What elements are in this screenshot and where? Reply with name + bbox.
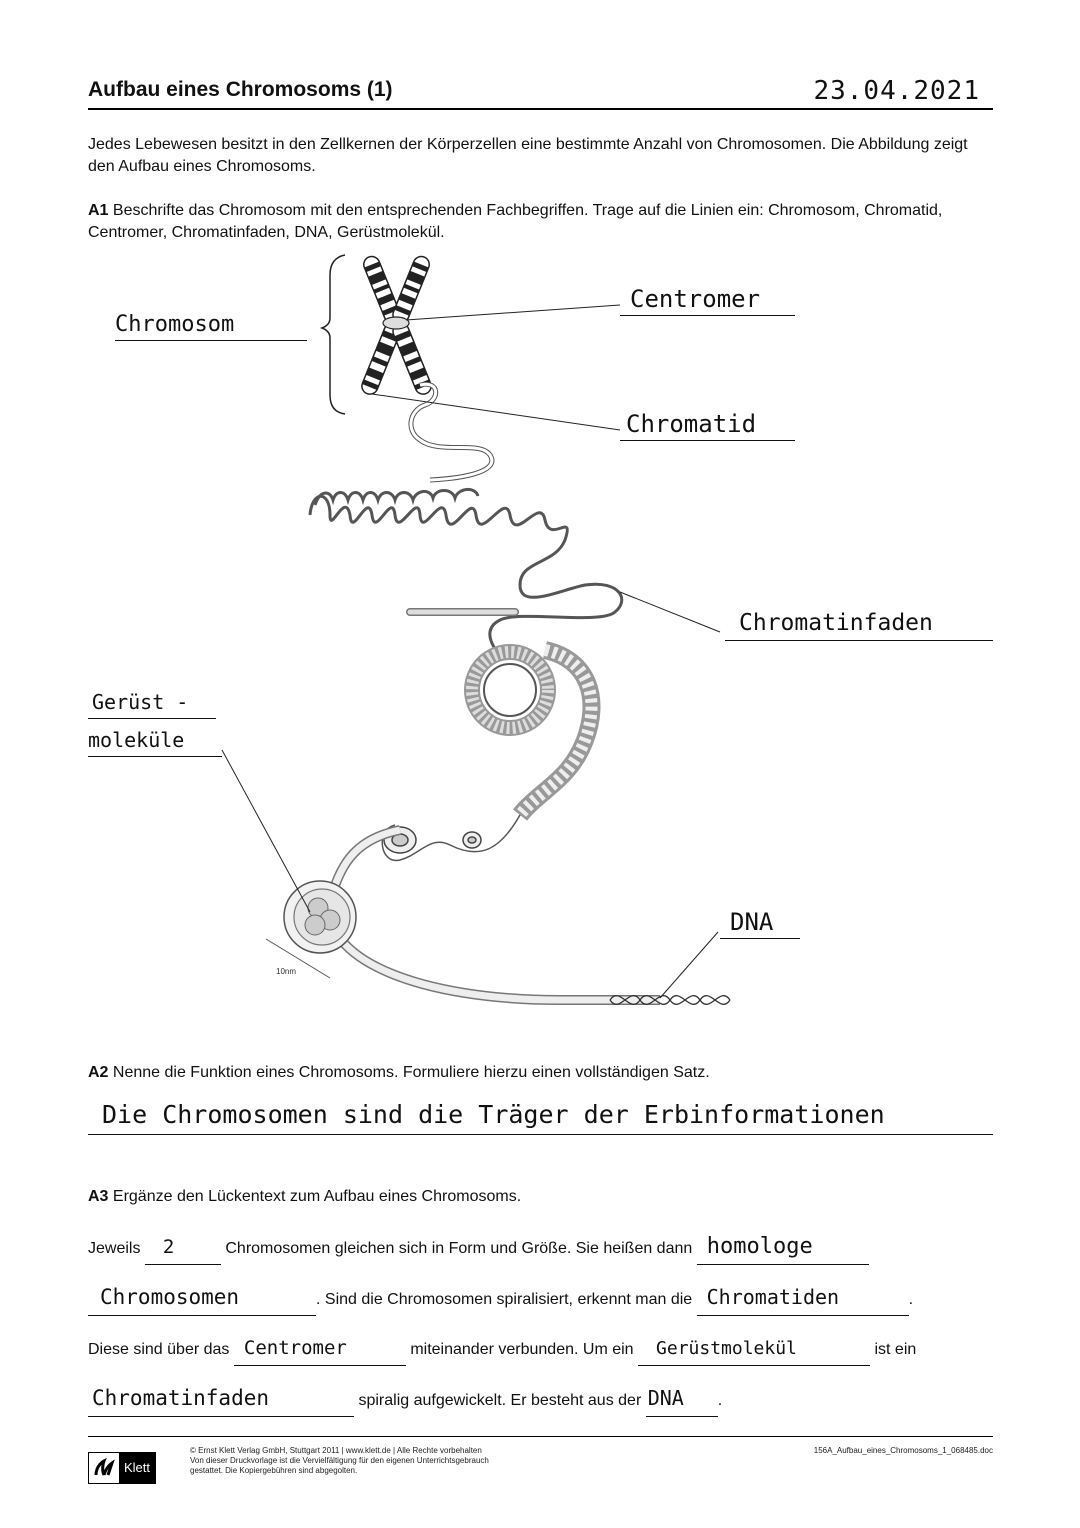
label-line-geruest-1 [88,690,216,719]
cloze-text-5: Diese sind über das [88,1341,230,1358]
footer-copyright [190,1446,489,1476]
label-line-dna [720,908,800,939]
cloze-gap-7 [88,1383,354,1417]
klett-logo-text: Klett [119,1453,155,1483]
klett-logo-mark [89,1453,119,1483]
footer-filename: 156A_Aufbau_eines_Chromosoms_1_068485.doc [813,1446,993,1455]
label-chromatinfaden: Chromatinfaden [739,610,933,636]
task-a3 [88,1186,988,1208]
cloze-answer-5: Centromer [243,1337,347,1359]
cloze-row-3 [88,1333,993,1363]
cloze-gap-2 [697,1232,869,1265]
cloze-row-1 [88,1232,993,1262]
chromosome-x-shape [359,254,433,396]
chromatin-coil-loops [310,489,622,655]
task-a1-number: A1 [88,202,109,219]
cloze-answer-3: Chromosomen [100,1285,240,1309]
label-chromosom: Chromosom [115,312,235,337]
label-chromatid: Chromatid [626,410,757,438]
footer-rule [88,1436,993,1437]
cloze-text-9: . [717,1392,723,1409]
intro-paragraph: Jedes Lebewesen besitzt in den Zellkernen der Körperzellen eine bestimmte Anzahl von Chromosomen. Die Abbildung zeigt den Aufbau eines Chromosoms. [88,136,968,175]
cloze-text-8: spiralig aufgewickelt. Er besteht aus der [358,1392,642,1409]
cloze-gap-4 [697,1282,909,1316]
cloze-gap-6 [638,1334,870,1366]
a2-answer-line [88,1100,993,1135]
histone-core [284,881,356,953]
task-a1 [88,200,988,244]
header-rule [88,108,993,110]
cloze-row-2 [88,1282,993,1312]
cloze-text-6: miteinander verbunden. Um ein [410,1341,634,1358]
label-line-chromatid [620,410,795,441]
task-a2 [88,1062,988,1084]
cloze-gap-8 [646,1383,718,1417]
task-a2-number: A2 [88,1064,109,1081]
cloze-gap-3 [88,1282,316,1316]
cloze-text-1: Jeweils [88,1240,141,1257]
a2-answer: Die Chromosomen sind die Träger der Erbinformationen [102,1100,885,1129]
label-line-geruest-2 [88,728,222,757]
solenoid-coil [472,650,592,815]
label-centromer: Centromer [630,285,761,313]
task-a3-text: Ergänze den Lückentext zum Aufbau eines Chromosoms. [112,1188,522,1205]
footer-copyright-line-3: gestattet. Die Kopiergebühren sind abgegolten. [190,1466,358,1475]
klett-logo [88,1452,156,1484]
scale-label: 10nm [276,967,297,976]
label-dna: DNA [730,908,774,936]
cloze-text-7: ist ein [874,1341,917,1358]
cloze-gap-5 [234,1333,406,1366]
cloze-text-3: . Sind die Chromosomen spiralisiert, erkennt man die [316,1291,693,1308]
main-dna-strand [329,830,660,1000]
task-a1-text: Beschrifte das Chromosom mit den entsprechenden Fachbegriffen. Trage auf die Linien ein: Chromosom, Chromatid, Centromer, Chromatinfaden, DNA, Gerüstmolekül. [88,202,943,241]
cloze-gap-1 [145,1232,221,1265]
page-title: Aufbau eines Chromosoms (1) [88,78,393,101]
chromatin-fibre-upper [411,384,492,480]
label-line-chromatinfaden [725,610,993,641]
cloze-answer-4: Chromatiden [706,1285,840,1309]
cloze-answer-8: DNA [647,1386,684,1410]
chromosom-bracket [322,255,345,414]
cloze-answer-2: homologe [706,1234,813,1259]
label-geruest-part2: moleküle [88,728,185,752]
footer-copyright-line-2: Von dieser Druckvorlage ist die Vervielfältigung für den eigenen Unterrichtsgebrauch [190,1456,489,1465]
label-line-centromer [620,285,795,316]
handwritten-date: 23.04.2021 [813,76,980,106]
cloze-answer-7: Chromatinfaden [92,1386,270,1410]
cloze-text-2: Chromosomen gleichen sich in Form und Größe. Sie heißen dann [225,1240,693,1257]
label-line-chromosom [115,312,307,341]
label-geruest-part1: Gerüst - [92,690,189,714]
klett-icon [93,1457,115,1479]
task-a2-text: Nenne die Funktion eines Chromosoms. Formuliere hierzu einen vollständigen Satz. [112,1064,710,1081]
task-a3-number: A3 [88,1188,109,1205]
cloze-text-4: . [908,1291,914,1308]
cloze-answer-6: Gerüstmolekül [656,1338,797,1359]
cloze-row-4 [88,1383,993,1413]
cloze-answer-1: 2 [162,1236,175,1258]
footer-copyright-line-1: © Ernst Klett Verlag GmbH, Stuttgart 2011 | www.klett.de | Alle Rechte vorbehalten [190,1446,482,1455]
